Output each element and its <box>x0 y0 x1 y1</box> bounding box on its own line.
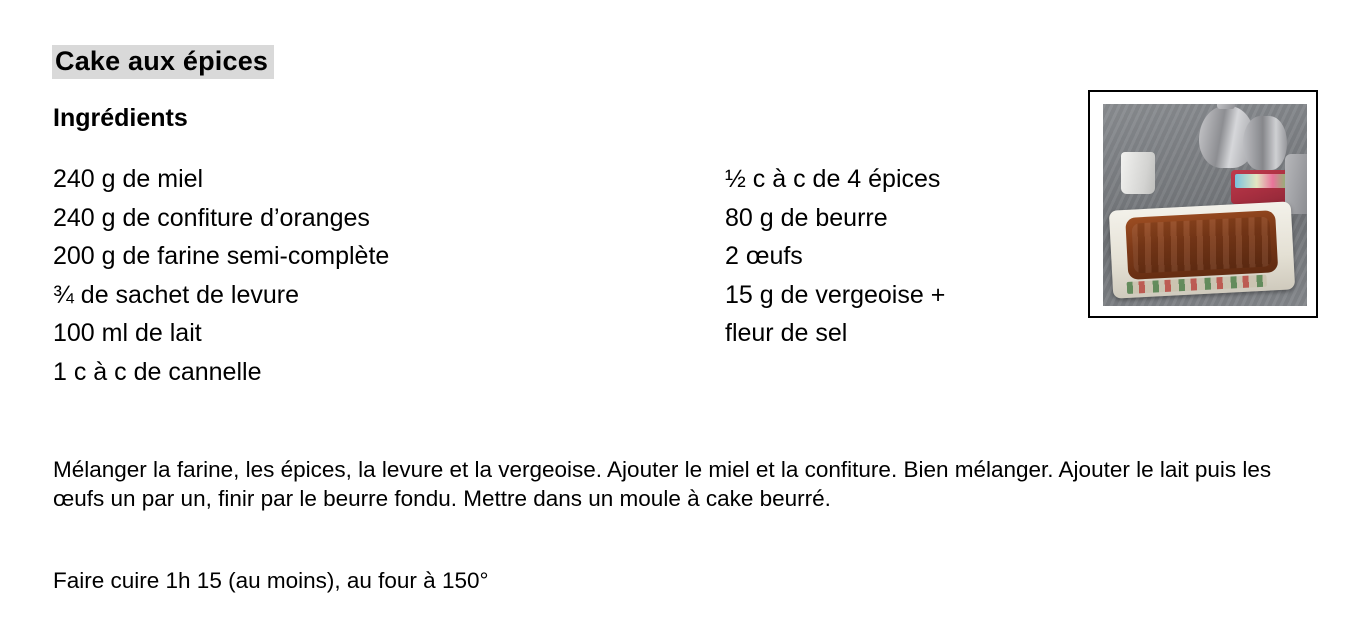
photo-cup <box>1121 152 1155 194</box>
list-item: 200 g de farine semi-complète <box>53 242 390 270</box>
list-item: 240 g de confiture d’oranges <box>53 203 370 232</box>
photo-cake <box>1125 210 1278 280</box>
photo-container-box <box>1231 170 1293 204</box>
ingredients-column-left <box>53 160 693 391</box>
ingredients-column-right <box>725 160 1055 353</box>
photo-second-teapot <box>1243 116 1287 170</box>
list-item: ½ c à c de 4 épices <box>725 165 941 193</box>
list-item: 100 ml de lait <box>53 319 202 347</box>
ingredients-heading: Ingrédients <box>53 104 188 132</box>
list-item: fleur de sel <box>725 319 848 347</box>
list-item: 1 c à c de cannelle <box>53 357 262 386</box>
list-item: 80 g de beurre <box>725 203 888 232</box>
instructions-paragraph-1: Mélanger la farine, les épices, la levure et la vergeoise. Ajouter le miel et la confiture. Bien mélanger. Ajouter le lait puis les œufs un par un, finir par le beurre fondu. Mettre dans un moule à cake beurré. <box>53 457 1272 511</box>
list-item: 240 g de miel <box>53 165 204 193</box>
list-item: ¾ de sachet de levure <box>53 280 299 309</box>
spice-cake-photo <box>1088 90 1318 318</box>
photo-image <box>1103 104 1307 306</box>
list-item: 2 œufs <box>725 242 803 270</box>
instructions-paragraph-2: Faire cuire 1h 15 (au moins), au four à 150° <box>53 568 489 593</box>
page-title: Cake aux épices <box>52 45 274 79</box>
photo-serving-dish <box>1109 201 1295 298</box>
list-item: 15 g de vergeoise + <box>725 280 946 309</box>
